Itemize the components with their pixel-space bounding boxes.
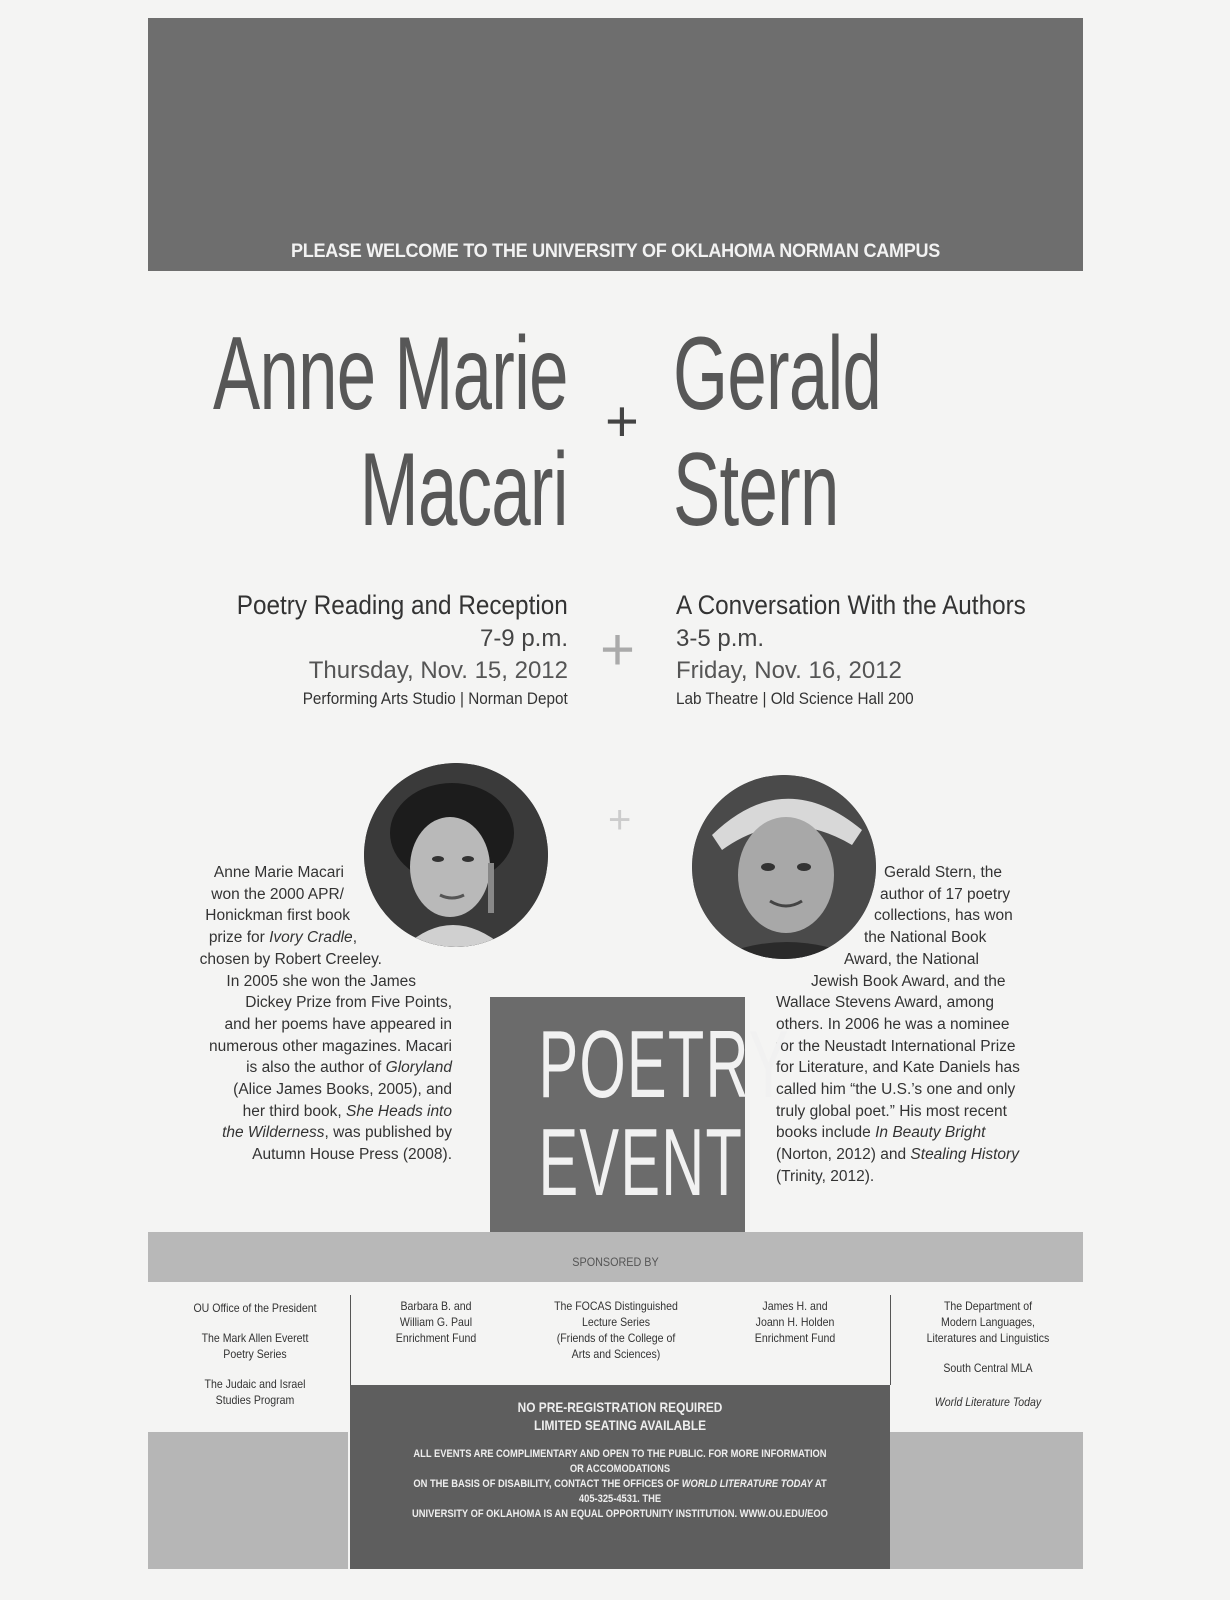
- book-title: the Wilderness: [222, 1124, 325, 1142]
- book-title: Gloryland: [385, 1059, 452, 1077]
- bio-left-line: numerous other magazines. Macari: [209, 1037, 452, 1055]
- bio-left-line: and her poems have appeared in: [224, 1015, 452, 1033]
- event-left: [200, 590, 568, 713]
- event-right-place: Lab Theatre | Old Science Hall 200: [676, 689, 914, 708]
- author-right-last: Stern: [673, 432, 839, 548]
- bio-right-line: [776, 1144, 1046, 1166]
- sponsor-name: Modern Languages,: [941, 1315, 1035, 1329]
- fine-print-line: ALL EVENTS ARE COMPLIMENTARY AND OPEN TO THE PUBLIC. FOR MORE INFORMATION OR ACCOMODATIONS: [413, 1448, 827, 1475]
- header-banner: [148, 18, 1083, 271]
- bio-left-line: won the 2000 APR/: [211, 885, 344, 903]
- fine-print-line: UNIVERSITY OF OKLAHOMA IS AN EQUAL OPPORTUNITY INSTITUTION. WWW.OU.EDU/EOO: [412, 1508, 828, 1520]
- bio-text: ,: [352, 929, 357, 947]
- sponsor-col-5: [898, 1298, 1078, 1410]
- book-title: She Heads into: [346, 1102, 452, 1120]
- fine-print: [408, 1447, 833, 1522]
- event-left-place: Performing Arts Studio | Norman Depot: [302, 689, 568, 708]
- bio-text: , was published by: [324, 1124, 452, 1142]
- bio-right-line: Wallace Stevens Award, among: [776, 994, 994, 1012]
- footer-info-box: [350, 1385, 890, 1569]
- sponsor-col-4: [725, 1298, 865, 1346]
- sponsor-name: William G. Paul: [399, 1315, 473, 1329]
- sponsor-col-1: [170, 1300, 340, 1408]
- bio-left-line: Anne Marie Macari: [213, 864, 344, 881]
- bio-left-line: [160, 1101, 452, 1123]
- sponsor-col-2: [366, 1298, 506, 1346]
- book-title: In Beauty Bright: [875, 1124, 986, 1142]
- bio-right-line: Award, the National: [844, 950, 979, 968]
- sponsored-by-label: SPONSORED BY: [572, 1255, 659, 1269]
- bio-right-line: truly global poet.” His most recent: [776, 1102, 1007, 1120]
- fine-print-italic: WORLD LITERATURE TODAY: [681, 1478, 813, 1490]
- bio-right-line: for the Neustadt International Prize: [776, 1037, 1016, 1055]
- bio-left-line: In 2005 she won the James: [226, 972, 416, 990]
- events-plus: +: [600, 616, 636, 683]
- bio-right-line: called him “the U.S.’s one and only: [776, 1081, 1016, 1099]
- bio-stern: [776, 862, 1046, 1188]
- sponsor-name: Studies Program: [215, 1393, 295, 1407]
- sponsor-name: Enrichment Fund: [395, 1331, 477, 1345]
- bio-right-line: the National Book: [864, 929, 987, 947]
- sponsor-name: The FOCAS Distinguished: [554, 1299, 678, 1313]
- bio-right-line: for Literature, and Kate Daniels has: [776, 1059, 1020, 1077]
- sponsor-name: World Literature Today: [934, 1395, 1042, 1409]
- fine-print-text: AT 405-325-4531. THE: [578, 1478, 827, 1505]
- author-left-last: Macari: [359, 432, 568, 548]
- sponsor-name: James H. and: [762, 1299, 828, 1313]
- sponsor-bar: [148, 1232, 1083, 1282]
- bio-text: her third book,: [242, 1102, 346, 1120]
- banner-text: PLEASE WELCOME TO THE UNIVERSITY OF OKLAHOMA NORMAN CAMPUS: [290, 241, 940, 262]
- event-right-time: 3-5 p.m.: [676, 625, 765, 652]
- author-left-first: Anne Marie: [213, 316, 568, 432]
- sponsor-name: Joann H. Holden: [755, 1315, 835, 1329]
- sponsor-name: The Judaic and Israel: [204, 1377, 306, 1391]
- event-word: EVENT: [538, 1109, 744, 1216]
- sponsor-name: South Central MLA: [943, 1361, 1033, 1375]
- sponsor-name: The Mark Allen Everett: [201, 1331, 309, 1345]
- divider: [890, 1295, 891, 1385]
- bio-left-line: [160, 1057, 452, 1079]
- book-title: Stealing History: [910, 1146, 1019, 1164]
- footer-grey-left: [148, 1432, 348, 1569]
- event-right-date: Friday, Nov. 16, 2012: [676, 657, 902, 684]
- sponsor-name: Arts and Sciences): [571, 1347, 661, 1361]
- bio-left-line: (Alice James Books, 2005), and: [233, 1081, 452, 1099]
- book-title: Ivory Cradle: [269, 929, 353, 947]
- fine-print-line: [408, 1477, 833, 1507]
- bio-right-line: author of 17 poetry: [880, 885, 1011, 903]
- bio-text: (Norton, 2012) and: [776, 1146, 911, 1164]
- author-right-first: Gerald: [673, 316, 882, 432]
- sponsor-col-3: [526, 1298, 706, 1362]
- bio-text: prize for: [208, 929, 270, 947]
- names-plus: +: [605, 389, 639, 454]
- author-name-left: [213, 316, 568, 548]
- bio-right-line: collections, has won: [874, 907, 1013, 925]
- bio-text: is also the author of: [246, 1059, 386, 1077]
- sponsor-name: The Department of: [943, 1299, 1033, 1313]
- bio-right-line: [776, 1122, 1046, 1144]
- fine-print-text: ON THE BASIS OF DISABILITY, CONTACT THE OFFICES OF: [413, 1478, 682, 1490]
- event-left-title: Poetry Reading and Reception: [237, 590, 568, 620]
- divider: [350, 1295, 351, 1385]
- event-left-time: 7-9 p.m.: [479, 625, 568, 652]
- bio-right-line: others. In 2006 he was a nominee: [776, 1015, 1010, 1033]
- sponsor-name: Literatures and Linguistics: [926, 1331, 1050, 1345]
- event-right: [676, 590, 1065, 713]
- bio-left-line: Honickman first book: [205, 907, 350, 925]
- bio-left-line: chosen by Robert Creeley.: [199, 950, 382, 968]
- event-left-date: Thursday, Nov. 15, 2012: [308, 657, 568, 684]
- sponsor-name: Poetry Series: [223, 1347, 287, 1361]
- author-name-right: [673, 316, 881, 548]
- bio-right-line: Jewish Book Award, and the: [811, 972, 1006, 990]
- event-right-title: A Conversation With the Authors: [676, 590, 1026, 620]
- bio-right-line: Gerald Stern, the: [884, 864, 1003, 881]
- bio-text: books include: [776, 1124, 876, 1142]
- bio-left-line: [160, 927, 452, 949]
- photos-plus: +: [608, 798, 632, 842]
- bio-left-line: Autumn House Press (2008).: [252, 1146, 452, 1164]
- footer-grey-right: [890, 1432, 1083, 1569]
- sponsor-name: Enrichment Fund: [754, 1331, 836, 1345]
- registration-note: NO PRE-REGISTRATION REQUIRED: [517, 1399, 723, 1415]
- sponsor-name: (Friends of the College of: [556, 1331, 676, 1345]
- bio-left-line: Dickey Prize from Five Points,: [245, 994, 452, 1012]
- bio-macari: [160, 862, 452, 1166]
- bio-right-line: (Trinity, 2012).: [776, 1167, 875, 1185]
- sponsor-name: OU Office of the President: [193, 1301, 317, 1315]
- sponsor-name: Barbara B. and: [400, 1299, 472, 1313]
- poetry-word: POETRY: [538, 1011, 790, 1118]
- bio-left-line: [160, 1122, 452, 1144]
- poetry-event-box: [490, 997, 790, 1232]
- sponsor-name: Lecture Series: [581, 1315, 651, 1329]
- seating-note: LIMITED SEATING AVAILABLE: [533, 1417, 707, 1433]
